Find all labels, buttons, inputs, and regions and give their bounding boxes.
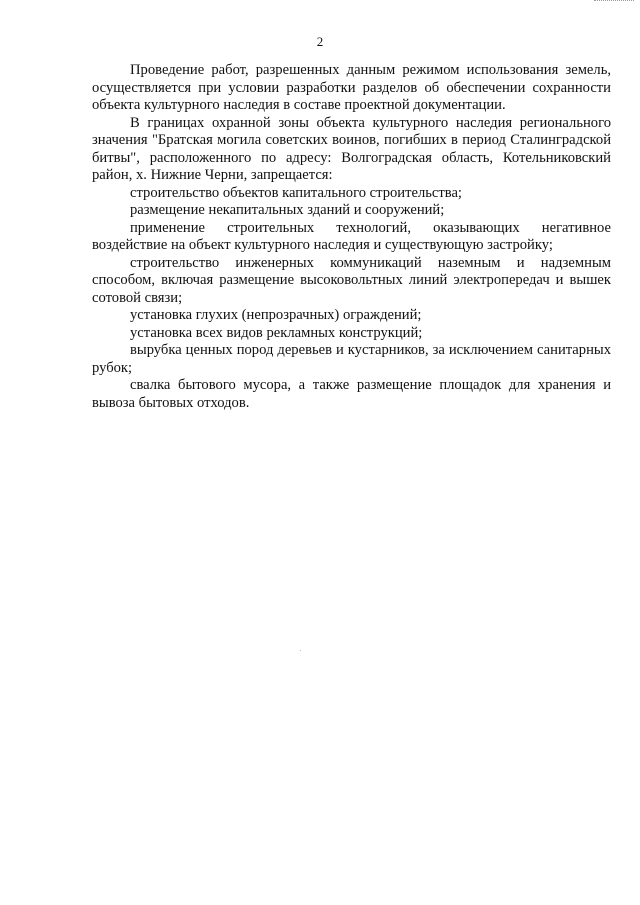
page-number: 2 <box>316 34 324 49</box>
prohibition-item-temporary-buildings: размещение некапитальных зданий и сооружений; <box>130 202 445 218</box>
paragraph-protected-zone-intro: В границах охранной зоны объекта культурного наследия регионального значения "Братская могила советских воинов, погибших в период Сталинградской битвы", расположенного по адресу: Волгоградская область, Котельниковский район, х. Нижние Черни, запрещается: <box>92 114 611 183</box>
prohibition-item-tree-felling: вырубка ценных пород деревьев и кустарников, за исключением санитарных рубок; <box>92 342 611 376</box>
paragraph-work-conditions: Проведение работ, разрешенных данным режимом использования земель, осуществляется при условии разработки разделов об обеспечении сохранности объекта культурного наследия в составе проектной документации. <box>92 62 611 113</box>
scan-corner-mark <box>594 0 634 3</box>
document-body <box>92 62 611 412</box>
prohibition-item-engineering-communications: строительство инженерных коммуникаций наземным и надземным способом, включая размещение высоковольтных линий электропередач и вышек сотовой связи; <box>92 254 611 306</box>
prohibition-item-construction-technologies: применение строительных технологий, оказывающих негативное воздействие на объект культурного наследия и существующую застройку; <box>92 219 611 253</box>
prohibition-item-solid-fences: установка глухих (непрозрачных) ограждений; <box>130 307 422 323</box>
scan-speck <box>300 650 301 651</box>
prohibition-item-waste-dumping: свалка бытового мусора, а также размещение площадок для хранения и вывоза бытовых отходов. <box>92 377 611 411</box>
prohibition-item-advertising: установка всех видов рекламных конструкций; <box>130 324 423 341</box>
prohibition-item-capital-construction: строительство объектов капитального строительства; <box>130 184 462 201</box>
